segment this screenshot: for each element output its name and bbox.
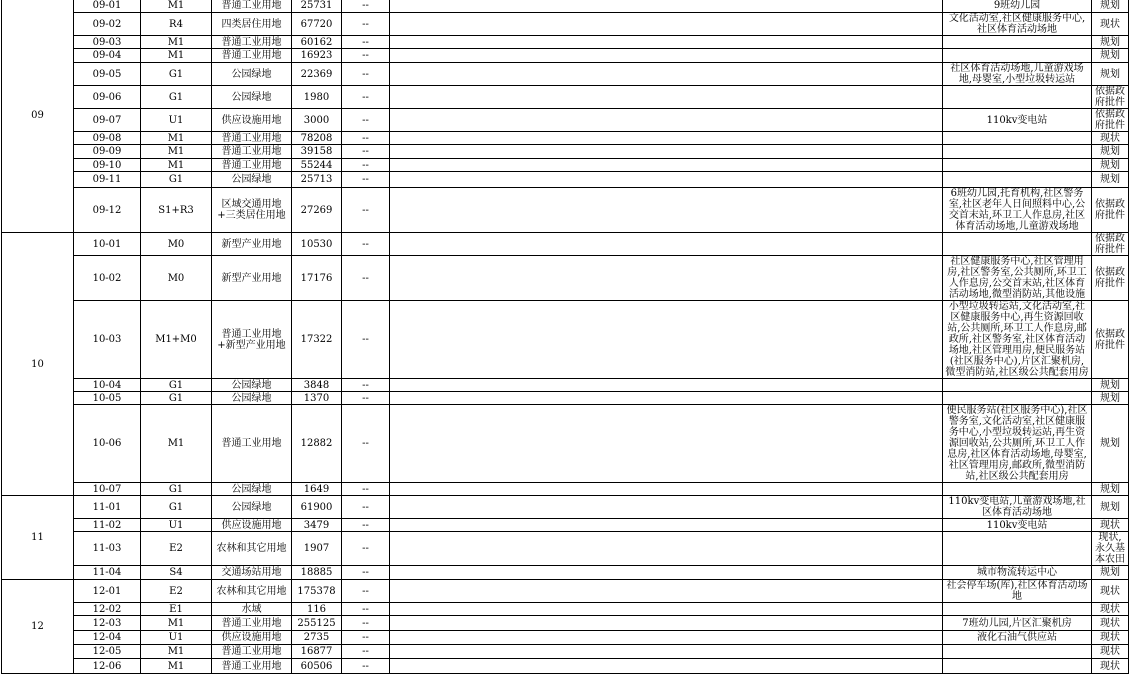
status-cell: 依据政府批件 [1092, 188, 1129, 233]
facilities-cell [943, 392, 1092, 405]
ratio-cell: -- [342, 379, 390, 392]
landuse-code-cell: G1 [141, 483, 212, 496]
landuse-name-cell: 公园绿地 [212, 483, 292, 496]
status-cell: 依据政府批件 [1092, 86, 1129, 109]
area-cell: 10530 [292, 233, 342, 256]
ratio-cell: -- [342, 233, 390, 256]
ratio-cell: -- [342, 659, 390, 674]
ratio-cell: -- [342, 532, 390, 566]
area-cell: 1907 [292, 532, 342, 566]
parcel-id-cell: 09-11 [74, 172, 141, 188]
landuse-name-cell: 公园绿地 [212, 86, 292, 109]
ratio-cell: -- [342, 603, 390, 616]
landuse-name-cell: 公园绿地 [212, 63, 292, 86]
landuse-name-cell: 公园绿地 [212, 172, 292, 188]
ratio-cell: -- [342, 63, 390, 86]
parcel-id-cell: 09-03 [74, 36, 141, 49]
area-cell: 60162 [292, 36, 342, 49]
landuse-code-cell: G1 [141, 496, 212, 519]
parcel-id-cell: 10-05 [74, 392, 141, 405]
landuse-code-cell: G1 [141, 86, 212, 109]
parcel-id-cell: 09-01 [74, 0, 141, 13]
parcel-id-cell: 12-04 [74, 631, 141, 645]
table-row [2, 159, 1129, 172]
empty-cell [390, 145, 943, 159]
ratio-cell: -- [342, 256, 390, 301]
status-cell: 依据政府批件 [1092, 233, 1129, 256]
table-row [2, 0, 1129, 13]
area-cell: 3479 [292, 519, 342, 532]
parcel-id-cell: 10-01 [74, 233, 141, 256]
block-id-cell: 11 [2, 496, 74, 580]
facilities-cell: 社区体育活动场地,儿童游戏场地,母婴室,小型垃圾转运站 [943, 63, 1092, 86]
status-cell: 依据政府批件 [1092, 301, 1129, 379]
area-cell: 17322 [292, 301, 342, 379]
area-cell: 3848 [292, 379, 342, 392]
parcel-id-cell: 11-03 [74, 532, 141, 566]
facilities-cell: 6班幼儿园,托育机构,社区警务室,社区老年人日间照料中心,公交首末站,环卫工人作息房,社区体育活动场地,儿童游戏场地 [943, 188, 1092, 233]
ratio-cell: -- [342, 645, 390, 659]
facilities-cell: 社会停车场(库),社区体育活动场地 [943, 580, 1092, 603]
table-row [2, 256, 1129, 301]
parcel-id-cell: 09-07 [74, 109, 141, 132]
facilities-cell: 7班幼儿园,片区汇聚机房 [943, 616, 1092, 631]
landuse-name-cell: 公园绿地 [212, 392, 292, 405]
ratio-cell: -- [342, 0, 390, 13]
facilities-cell [943, 86, 1092, 109]
status-cell: 现状 [1092, 616, 1129, 631]
landuse-name-cell: 供应设施用地 [212, 109, 292, 132]
empty-cell [390, 13, 943, 36]
table-row [2, 580, 1129, 603]
area-cell: 60506 [292, 659, 342, 674]
table-row [2, 519, 1129, 532]
table-row [2, 36, 1129, 49]
table-row [2, 616, 1129, 631]
table-row [2, 86, 1129, 109]
table-row [2, 49, 1129, 63]
landuse-name-cell: 水域 [212, 603, 292, 616]
ratio-cell: -- [342, 392, 390, 405]
area-cell: 16877 [292, 645, 342, 659]
landuse-name-cell: 普通工业用地 [212, 659, 292, 674]
landuse-code-cell: M1 [141, 145, 212, 159]
table-row [2, 659, 1129, 674]
empty-cell [390, 109, 943, 132]
landuse-name-cell: 普通工业用地+新型产业用地 [212, 301, 292, 379]
landuse-name-cell: 普通工业用地 [212, 49, 292, 63]
status-cell: 规划 [1092, 405, 1129, 483]
landuse-code-cell: E1 [141, 603, 212, 616]
ratio-cell: -- [342, 145, 390, 159]
landuse-name-cell: 普通工业用地 [212, 616, 292, 631]
facilities-cell [943, 36, 1092, 49]
block-id-cell: 12 [2, 580, 74, 674]
empty-cell [390, 616, 943, 631]
ratio-cell: -- [342, 86, 390, 109]
facilities-cell [943, 49, 1092, 63]
empty-cell [390, 645, 943, 659]
table-row [2, 188, 1129, 233]
area-cell: 17176 [292, 256, 342, 301]
parcel-id-cell: 09-05 [74, 63, 141, 86]
facilities-cell: 文化活动室,社区健康服务中心,社区体育活动场地 [943, 13, 1092, 36]
area-cell: 25731 [292, 0, 342, 13]
landuse-code-cell: M1 [141, 132, 212, 145]
ratio-cell: -- [342, 616, 390, 631]
block-id-cell: 09 [2, 0, 74, 233]
area-cell: 25713 [292, 172, 342, 188]
land-use-table [1, 0, 1129, 674]
landuse-code-cell: M0 [141, 233, 212, 256]
parcel-id-cell: 12-06 [74, 659, 141, 674]
landuse-name-cell: 公园绿地 [212, 496, 292, 519]
landuse-code-cell: U1 [141, 631, 212, 645]
landuse-code-cell: G1 [141, 379, 212, 392]
parcel-id-cell: 12-03 [74, 616, 141, 631]
status-cell: 现状 [1092, 13, 1129, 36]
parcel-id-cell: 09-12 [74, 188, 141, 233]
facilities-cell: 110kv变电站 [943, 519, 1092, 532]
area-cell: 67720 [292, 13, 342, 36]
landuse-code-cell: M1 [141, 616, 212, 631]
landuse-name-cell: 普通工业用地 [212, 645, 292, 659]
table-row [2, 566, 1129, 580]
area-cell: 55244 [292, 159, 342, 172]
facilities-cell [943, 159, 1092, 172]
block-id-cell: 10 [2, 233, 74, 496]
status-cell: 现状 [1092, 519, 1129, 532]
landuse-name-cell: 普通工业用地 [212, 159, 292, 172]
parcel-id-cell: 09-04 [74, 49, 141, 63]
ratio-cell: -- [342, 580, 390, 603]
area-cell: 175378 [292, 580, 342, 603]
ratio-cell: -- [342, 109, 390, 132]
ratio-cell: -- [342, 405, 390, 483]
status-cell: 现状 [1092, 580, 1129, 603]
table-row [2, 379, 1129, 392]
table-row [2, 496, 1129, 519]
empty-cell [390, 659, 943, 674]
landuse-code-cell: G1 [141, 63, 212, 86]
landuse-code-cell: G1 [141, 392, 212, 405]
landuse-code-cell: M1 [141, 0, 212, 13]
parcel-id-cell: 09-09 [74, 145, 141, 159]
status-cell: 现状 [1092, 132, 1129, 145]
landuse-code-cell: G1 [141, 172, 212, 188]
landuse-name-cell: 普通工业用地 [212, 36, 292, 49]
status-cell: 现状, 永久基本农田 [1092, 532, 1129, 566]
ratio-cell: -- [342, 49, 390, 63]
landuse-code-cell: M0 [141, 256, 212, 301]
landuse-code-cell: E2 [141, 532, 212, 566]
area-cell: 78208 [292, 132, 342, 145]
empty-cell [390, 233, 943, 256]
table-row [2, 301, 1129, 379]
empty-cell [390, 256, 943, 301]
landuse-code-cell: M1 [141, 645, 212, 659]
empty-cell [390, 483, 943, 496]
parcel-id-cell: 11-04 [74, 566, 141, 580]
area-cell: 16923 [292, 49, 342, 63]
facilities-cell: 110kv变电站,儿童游戏场地,社区体育活动场地 [943, 496, 1092, 519]
empty-cell [390, 532, 943, 566]
parcel-id-cell: 10-03 [74, 301, 141, 379]
empty-cell [390, 631, 943, 645]
landuse-name-cell: 普通工业用地 [212, 0, 292, 13]
area-cell: 22369 [292, 63, 342, 86]
parcel-id-cell: 12-02 [74, 603, 141, 616]
ratio-cell: -- [342, 519, 390, 532]
ratio-cell: -- [342, 132, 390, 145]
facilities-cell [943, 645, 1092, 659]
landuse-name-cell: 供应设施用地 [212, 519, 292, 532]
landuse-code-cell: M1 [141, 49, 212, 63]
empty-cell [390, 379, 943, 392]
parcel-id-cell: 09-02 [74, 13, 141, 36]
table-row [2, 63, 1129, 86]
table-row [2, 132, 1129, 145]
facilities-cell [943, 132, 1092, 145]
area-cell: 2735 [292, 631, 342, 645]
table-row [2, 109, 1129, 132]
status-cell: 规划 [1092, 496, 1129, 519]
facilities-cell: 液化石油气供应站 [943, 631, 1092, 645]
area-cell: 255125 [292, 616, 342, 631]
ratio-cell: -- [342, 13, 390, 36]
table-row [2, 603, 1129, 616]
facilities-cell: 9班幼儿园 [943, 0, 1092, 13]
table-row [2, 233, 1129, 256]
empty-cell [390, 86, 943, 109]
ratio-cell: -- [342, 496, 390, 519]
ratio-cell: -- [342, 301, 390, 379]
table-row [2, 631, 1129, 645]
empty-cell [390, 0, 943, 13]
landuse-name-cell: 普通工业用地 [212, 132, 292, 145]
area-cell: 61900 [292, 496, 342, 519]
area-cell: 1370 [292, 392, 342, 405]
landuse-name-cell: 交通场站用地 [212, 566, 292, 580]
ratio-cell: -- [342, 159, 390, 172]
table-row [2, 13, 1129, 36]
status-cell: 规划 [1092, 566, 1129, 580]
table-row [2, 483, 1129, 496]
ratio-cell: -- [342, 631, 390, 645]
ratio-cell: -- [342, 188, 390, 233]
landuse-name-cell: 普通工业用地 [212, 405, 292, 483]
status-cell: 依据政府批件 [1092, 256, 1129, 301]
landuse-name-cell: 普通工业用地 [212, 145, 292, 159]
empty-cell [390, 519, 943, 532]
landuse-name-cell: 农林和其它用地 [212, 532, 292, 566]
ratio-cell: -- [342, 566, 390, 580]
area-cell: 39158 [292, 145, 342, 159]
empty-cell [390, 159, 943, 172]
area-cell: 12882 [292, 405, 342, 483]
table-row [2, 392, 1129, 405]
area-cell: 1980 [292, 86, 342, 109]
landuse-code-cell: M1 [141, 36, 212, 49]
landuse-name-cell: 公园绿地 [212, 379, 292, 392]
parcel-id-cell: 12-05 [74, 645, 141, 659]
area-cell: 18885 [292, 566, 342, 580]
status-cell: 依据政府批件 [1092, 109, 1129, 132]
status-cell: 规划 [1092, 145, 1129, 159]
landuse-name-cell: 农林和其它用地 [212, 580, 292, 603]
landuse-name-cell: 新型产业用地 [212, 233, 292, 256]
empty-cell [390, 36, 943, 49]
parcel-id-cell: 10-02 [74, 256, 141, 301]
status-cell: 现状 [1092, 659, 1129, 674]
facilities-cell [943, 379, 1092, 392]
facilities-cell [943, 233, 1092, 256]
area-cell: 3000 [292, 109, 342, 132]
facilities-cell: 110kv变电站 [943, 109, 1092, 132]
status-cell: 规划 [1092, 483, 1129, 496]
empty-cell [390, 301, 943, 379]
landuse-code-cell: E2 [141, 580, 212, 603]
landuse-code-cell: R4 [141, 13, 212, 36]
landuse-code-cell: U1 [141, 109, 212, 132]
table-body [2, 0, 1129, 674]
empty-cell [390, 580, 943, 603]
landuse-code-cell: M1+M0 [141, 301, 212, 379]
parcel-id-cell: 11-02 [74, 519, 141, 532]
landuse-code-cell: M1 [141, 405, 212, 483]
ratio-cell: -- [342, 172, 390, 188]
status-cell: 规划 [1092, 392, 1129, 405]
area-cell: 116 [292, 603, 342, 616]
parcel-id-cell: 09-08 [74, 132, 141, 145]
status-cell: 规划 [1092, 159, 1129, 172]
empty-cell [390, 405, 943, 483]
status-cell: 规划 [1092, 172, 1129, 188]
status-cell: 规划 [1092, 379, 1129, 392]
ratio-cell: -- [342, 36, 390, 49]
landuse-name-cell: 四类居住用地 [212, 13, 292, 36]
area-cell: 1649 [292, 483, 342, 496]
landuse-name-cell: 新型产业用地 [212, 256, 292, 301]
parcel-id-cell: 10-06 [74, 405, 141, 483]
status-cell: 规划 [1092, 49, 1129, 63]
ratio-cell: -- [342, 483, 390, 496]
empty-cell [390, 188, 943, 233]
parcel-id-cell: 12-01 [74, 580, 141, 603]
parcel-id-cell: 09-10 [74, 159, 141, 172]
empty-cell [390, 63, 943, 86]
empty-cell [390, 566, 943, 580]
status-cell: 规划 [1092, 36, 1129, 49]
facilities-cell [943, 659, 1092, 674]
empty-cell [390, 132, 943, 145]
landuse-code-cell: S4 [141, 566, 212, 580]
table-row [2, 645, 1129, 659]
status-cell: 规划 [1092, 0, 1129, 13]
facilities-cell: 便民服务站(社区服务中心),社区警务室,文化活动室,社区健康服务中心,小型垃圾转运站,再生资源回收站,公共厕所,环卫工人作息房,社区体育活动场地,母婴室,社区管理用房,邮政所,微型消防站,社区级公共配套用房 [943, 405, 1092, 483]
empty-cell [390, 603, 943, 616]
empty-cell [390, 496, 943, 519]
empty-cell [390, 172, 943, 188]
parcel-id-cell: 11-01 [74, 496, 141, 519]
landuse-name-cell: 供应设施用地 [212, 631, 292, 645]
table-row [2, 172, 1129, 188]
facilities-cell [943, 483, 1092, 496]
status-cell: 现状 [1092, 631, 1129, 645]
table-row [2, 532, 1129, 566]
landuse-code-cell: M1 [141, 659, 212, 674]
table-row [2, 405, 1129, 483]
landuse-code-cell: U1 [141, 519, 212, 532]
facilities-cell [943, 532, 1092, 566]
facilities-cell [943, 172, 1092, 188]
landuse-name-cell: 区域交通用地+三类居住用地 [212, 188, 292, 233]
empty-cell [390, 49, 943, 63]
status-cell: 现状 [1092, 603, 1129, 616]
facilities-cell: 社区健康服务中心,社区管理用房,社区警务室,公共厕所,环卫工人作息房,公交首末站,社区体育活动场地,微型消防站,其他设施 [943, 256, 1092, 301]
parcel-id-cell: 10-07 [74, 483, 141, 496]
facilities-cell: 城市物流转运中心 [943, 566, 1092, 580]
status-cell: 规划 [1092, 63, 1129, 86]
facilities-cell: 小型垃圾转运站,文化活动室,社区健康服务中心,再生资源回收站,公共厕所,环卫工人作息房,邮政所,社区警务室,社区体育活动场地,社区管理用房,便民服务站(社区服务中心),片区汇聚机房,微型消防站,社区级公共配套用房 [943, 301, 1092, 379]
area-cell: 27269 [292, 188, 342, 233]
parcel-id-cell: 10-04 [74, 379, 141, 392]
landuse-code-cell: M1 [141, 159, 212, 172]
landuse-code-cell: S1+R3 [141, 188, 212, 233]
facilities-cell [943, 603, 1092, 616]
parcel-id-cell: 09-06 [74, 86, 141, 109]
empty-cell [390, 392, 943, 405]
table-row [2, 145, 1129, 159]
facilities-cell [943, 145, 1092, 159]
status-cell: 现状 [1092, 645, 1129, 659]
